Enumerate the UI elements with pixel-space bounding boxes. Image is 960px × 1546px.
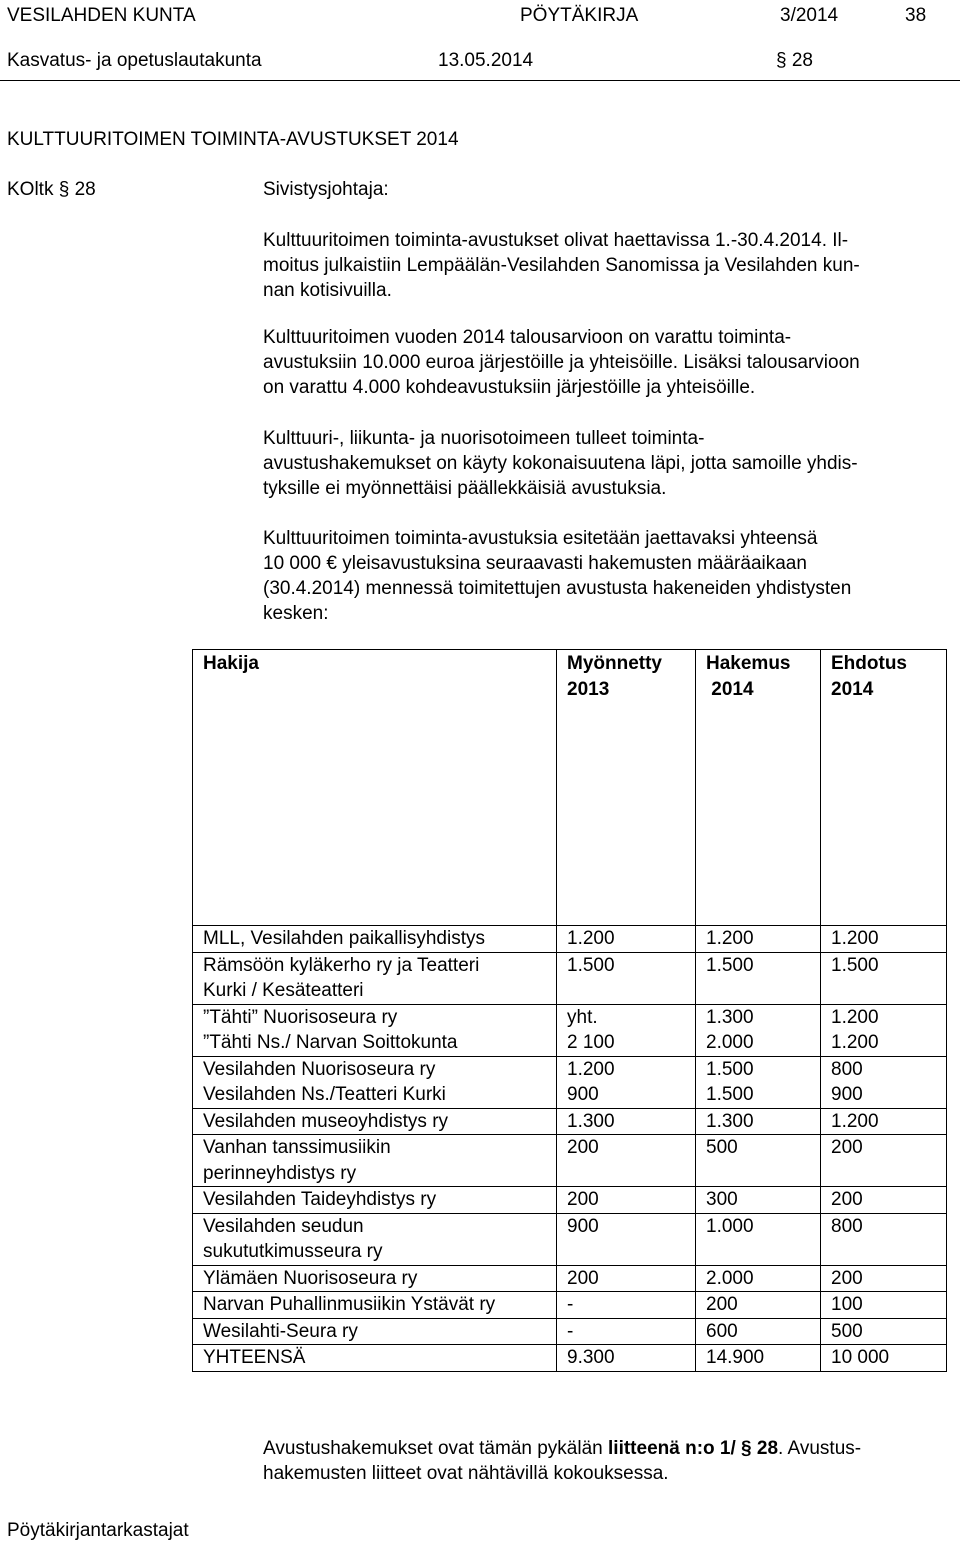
cell-granted-2013 <box>557 1056 696 1108</box>
grants-table <box>192 649 947 1372</box>
cell-line: 1.200 <box>831 1032 879 1053</box>
cell-applied-2014 <box>696 1213 821 1265</box>
document-title: KULTTUURITOIMEN TOIMINTA-AVUSTUKSET 2014 <box>7 129 459 150</box>
cell-line: sukututkimusseura ry <box>203 1241 383 1262</box>
cell-applicant <box>193 1056 557 1108</box>
cell-granted-2013 <box>557 1265 696 1292</box>
cell-granted-2013 <box>557 1213 696 1265</box>
table-row <box>193 1004 947 1056</box>
cell-applied-2014 <box>696 926 821 953</box>
footer-label: Pöytäkirjantarkastajat <box>7 1520 189 1541</box>
cell-proposed-2014 <box>821 1135 947 1187</box>
cell-applied-2014 <box>696 1292 821 1319</box>
cell-line: Vesilahden museoyhdistys ry <box>203 1110 449 1132</box>
table-row <box>193 1056 947 1108</box>
cell-applicant <box>193 926 557 953</box>
paragraph-line: tyksille ei myönnettäisi päällekkäisiä avustuksia. <box>263 478 667 499</box>
table-row <box>193 1213 947 1265</box>
table-row <box>193 1292 947 1319</box>
footnote-line-1: Avustushakemukset ovat tämän pykälän liitteenä n:o 1/ § 28. Avustus- <box>263 1438 862 1459</box>
paragraph-line: kesken: <box>263 603 329 624</box>
cell-line: 1.200 <box>831 1006 879 1028</box>
cell-granted-2013 <box>557 1135 696 1187</box>
cell-line: 500 <box>831 1320 863 1342</box>
cell-line: YHTEENSÄ <box>203 1347 306 1368</box>
cell-proposed-2014 <box>821 1318 947 1345</box>
table-body <box>193 926 947 1372</box>
cell-line: - <box>567 1320 574 1342</box>
paragraph-line: avustushakemukset on käyty kokonaisuutena läpi, jotta samoille yhdis- <box>263 453 858 474</box>
cell-line: 200 <box>706 1294 738 1315</box>
paragraph-line: on varattu 4.000 kohdeavustuksiin järjestöille ja yhteisöille. <box>263 377 756 398</box>
table-row <box>193 926 947 953</box>
header-proposed-2014: Ehdotus 2014 <box>821 650 947 926</box>
cell-line: 1.300 <box>706 1006 754 1028</box>
table-row <box>193 1187 947 1214</box>
cell-line: Vesilahden Taideyhdistys ry <box>203 1189 437 1210</box>
header-page-number: 38 <box>905 5 927 26</box>
cell-line: MLL, Vesilahden paikallisyhdistys <box>203 928 485 949</box>
cell-proposed-2014 <box>821 952 947 1004</box>
cell-line: Rämsöön kyläkerho ry ja Teatteri <box>203 954 480 976</box>
table-row <box>193 1265 947 1292</box>
header-applicant: Hakija <box>193 650 557 926</box>
cell-granted-2013 <box>557 1292 696 1319</box>
cell-line: Vesilahden Ns./Teatteri Kurki <box>203 1084 446 1105</box>
cell-applied-2014 <box>696 1004 821 1056</box>
cell-line: 1.500 <box>706 954 754 976</box>
cell-line: perinneyhdistys ry <box>203 1162 357 1184</box>
cell-proposed-2014 <box>821 1108 947 1135</box>
cell-applied-2014 <box>696 952 821 1004</box>
cell-line: 1.200 <box>706 928 754 949</box>
cell-granted-2013 <box>557 1345 696 1372</box>
cell-line: 800 <box>831 1215 863 1237</box>
paragraph-line: 10 000 € yleisavustuksina seuraavasti hakemusten määräaikaan <box>263 553 807 574</box>
paragraph-1 <box>263 228 953 303</box>
cell-line: Vesilahden seudun <box>203 1215 364 1237</box>
cell-line: 1.500 <box>706 1084 754 1105</box>
cell-granted-2013 <box>557 1318 696 1345</box>
cell-line: 1.300 <box>706 1110 754 1132</box>
cell-granted-2013 <box>557 1004 696 1056</box>
header-section: § 28 <box>776 50 813 71</box>
cell-applied-2014 <box>696 1318 821 1345</box>
paragraph-line: moitus julkaistiin Lempäälän-Vesilahden Sanomissa ja Vesilahden kun- <box>263 255 860 276</box>
paragraph-line: Kulttuuri-, liikunta- ja nuorisotoimeen tulleet toiminta- <box>263 428 705 449</box>
cell-proposed-2014 <box>821 1265 947 1292</box>
cell-line: 1.500 <box>567 954 615 976</box>
header-date: 13.05.2014 <box>438 50 534 71</box>
cell-line: 2.000 <box>706 1032 754 1053</box>
cell-granted-2013 <box>557 952 696 1004</box>
cell-applicant <box>193 1187 557 1214</box>
cell-line: 14.900 <box>706 1347 765 1368</box>
cell-granted-2013 <box>557 926 696 953</box>
cell-applicant <box>193 1135 557 1187</box>
table-row <box>193 1108 947 1135</box>
cell-applicant <box>193 1292 557 1319</box>
paragraph-line: Kulttuuritoimen vuoden 2014 talousarvioon on varattu toiminta- <box>263 327 792 348</box>
cell-applied-2014 <box>696 1108 821 1135</box>
cell-applicant <box>193 1004 557 1056</box>
header-doc-type: PÖYTÄKIRJA <box>520 5 639 26</box>
cell-line: 1.500 <box>831 954 879 976</box>
header-board: Kasvatus- ja opetuslautakunta <box>7 50 262 71</box>
cell-line: 100 <box>831 1294 863 1315</box>
cell-line: 200 <box>567 1267 599 1289</box>
cell-applicant <box>193 952 557 1004</box>
cell-line: 300 <box>706 1189 738 1210</box>
paragraph-4 <box>263 526 953 626</box>
cell-applied-2014 <box>696 1187 821 1214</box>
cell-line: 900 <box>567 1084 599 1105</box>
cell-line: 200 <box>831 1189 863 1210</box>
paragraph-line: nan kotisivuilla. <box>263 280 392 301</box>
cell-proposed-2014 <box>821 1345 947 1372</box>
paragraph-3 <box>263 426 953 501</box>
cell-proposed-2014 <box>821 1292 947 1319</box>
cell-line: 1.500 <box>706 1058 754 1080</box>
cell-applied-2014 <box>696 1345 821 1372</box>
cell-line: 9.300 <box>567 1347 615 1368</box>
table-row <box>193 952 947 1004</box>
cell-line: 800 <box>831 1058 863 1080</box>
paragraph-2 <box>263 325 953 400</box>
cell-line: ”Tähti” Nuorisoseura ry <box>203 1006 398 1028</box>
header-rule <box>0 80 960 81</box>
cell-line: 1.200 <box>831 1110 879 1132</box>
cell-granted-2013 <box>557 1108 696 1135</box>
footnote <box>263 1436 953 1486</box>
paragraph-line: avustuksiin 10.000 euroa järjestöille ja yhteisöille. Lisäksi talousarvioon <box>263 352 860 373</box>
header-applied-2014: Hakemus 2014 <box>696 650 821 926</box>
cell-applicant <box>193 1265 557 1292</box>
paragraph-line: Kulttuuritoimen toiminta-avustuksia esitetään jaettavaksi yhteensä <box>263 528 818 549</box>
header-doc-number: 3/2014 <box>780 5 839 26</box>
cell-applicant <box>193 1108 557 1135</box>
cell-line: 200 <box>567 1189 599 1210</box>
cell-line: - <box>567 1294 574 1315</box>
cell-line: Vanhan tanssimusiikin <box>203 1137 391 1158</box>
cell-proposed-2014 <box>821 926 947 953</box>
cell-line: 600 <box>706 1320 738 1342</box>
cell-line: Narvan Puhallinmusiikin Ystävät ry <box>203 1294 496 1315</box>
item-presenter: Sivistysjohtaja: <box>263 179 389 200</box>
cell-line: 10 000 <box>831 1347 890 1368</box>
table-header-row <box>193 650 947 926</box>
cell-line: 1.200 <box>567 928 615 949</box>
cell-line: Wesilahti-Seura ry <box>203 1320 358 1342</box>
cell-proposed-2014 <box>821 1187 947 1214</box>
header-granted-2013: Myönnetty 2013 <box>557 650 696 926</box>
header-municipality: VESILAHDEN KUNTA <box>7 5 196 26</box>
cell-line: 900 <box>567 1215 599 1237</box>
cell-proposed-2014 <box>821 1213 947 1265</box>
cell-line: Vesilahden Nuorisoseura ry <box>203 1058 436 1080</box>
item-code: KOltk § 28 <box>7 179 96 200</box>
table-row <box>193 1135 947 1187</box>
cell-applicant <box>193 1345 557 1372</box>
cell-applied-2014 <box>696 1056 821 1108</box>
cell-applicant <box>193 1213 557 1265</box>
cell-line: 1.000 <box>706 1215 754 1237</box>
cell-line: 200 <box>831 1267 863 1289</box>
cell-line: 2 100 <box>567 1032 615 1053</box>
cell-line: 1.200 <box>567 1058 615 1080</box>
cell-applied-2014 <box>696 1265 821 1292</box>
table-row <box>193 1318 947 1345</box>
cell-line: Kurki / Kesäteatteri <box>203 980 364 1001</box>
attachment-reference: liitteenä n:o 1/ § 28 <box>608 1438 779 1459</box>
cell-line: 900 <box>831 1084 863 1105</box>
cell-line: yht. <box>567 1006 598 1028</box>
footnote-line-2: hakemusten liitteet ovat nähtävillä kokouksessa. <box>263 1463 669 1484</box>
cell-granted-2013 <box>557 1187 696 1214</box>
cell-line: 1.200 <box>831 928 879 949</box>
cell-line: Ylämäen Nuorisoseura ry <box>203 1267 418 1289</box>
cell-line: 2.000 <box>706 1267 754 1289</box>
cell-applied-2014 <box>696 1135 821 1187</box>
paragraph-line: Kulttuuritoimen toiminta-avustukset olivat haettavissa 1.-30.4.2014. Il- <box>263 230 849 251</box>
cell-line: 200 <box>567 1137 599 1158</box>
cell-line: 1.300 <box>567 1110 615 1132</box>
cell-line: 500 <box>706 1137 738 1158</box>
paragraph-line: (30.4.2014) mennessä toimitettujen avustusta hakeneiden yhdistysten <box>263 578 852 599</box>
cell-line: ”Tähti Ns./ Narvan Soittokunta <box>203 1032 458 1053</box>
cell-applicant <box>193 1318 557 1345</box>
cell-proposed-2014 <box>821 1056 947 1108</box>
table-row <box>193 1345 947 1372</box>
cell-line: 200 <box>831 1137 863 1158</box>
cell-proposed-2014 <box>821 1004 947 1056</box>
